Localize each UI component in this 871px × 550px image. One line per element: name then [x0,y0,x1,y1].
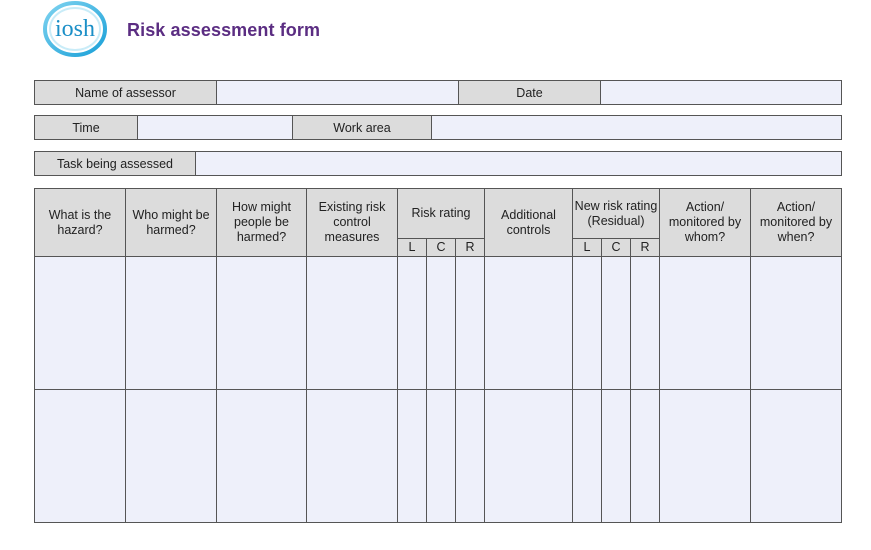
table-cell[interactable] [573,257,602,390]
page-title: Risk assessment form [127,20,321,40]
col-hazard: What is the hazard? [35,189,126,257]
col-existing: Existing risk control measures [307,189,398,257]
table-cell[interactable] [398,390,427,523]
table-cell[interactable] [456,390,485,523]
assessor-input[interactable] [217,81,459,104]
work-area-input[interactable] [432,116,841,139]
table-row [35,390,842,523]
table-cell[interactable] [427,257,456,390]
table-cell[interactable] [456,257,485,390]
new-risk-c: C [602,239,631,257]
table-cell[interactable] [398,257,427,390]
time-workarea-row [34,115,842,140]
table-cell[interactable] [751,257,842,390]
table-cell[interactable] [35,390,126,523]
table-cell[interactable] [631,390,660,523]
time-input[interactable] [138,116,293,139]
col-new-risk: New risk rating (Residual) [573,189,660,239]
work-area-label: Work area [293,116,432,139]
risk-c: C [427,239,456,257]
table-cell[interactable] [217,257,307,390]
task-row [34,151,842,176]
risk-table [34,188,842,523]
table-cell[interactable] [427,390,456,523]
table-cell[interactable] [485,257,573,390]
date-input[interactable] [601,81,841,104]
risk-l: L [398,239,427,257]
date-label: Date [459,81,601,104]
logo-text: iosh [54,16,96,42]
col-action-when: Action/ monitored by when? [751,189,842,257]
time-label: Time [35,116,138,139]
table-cell[interactable] [602,257,631,390]
table-cell[interactable] [602,390,631,523]
table-cell[interactable] [631,257,660,390]
table-cell[interactable] [126,390,217,523]
assessor-label: Name of assessor [35,81,217,104]
col-risk-rating: Risk rating [398,189,485,239]
table-row [35,257,842,390]
new-risk-r: R [631,239,660,257]
table-cell[interactable] [660,390,751,523]
table-cell[interactable] [307,390,398,523]
table-cell[interactable] [751,390,842,523]
table-cell[interactable] [35,257,126,390]
col-action-whom: Action/ monitored by whom? [660,189,751,257]
table-cell[interactable] [573,390,602,523]
col-additional: Additional controls [485,189,573,257]
table-cell[interactable] [217,390,307,523]
table-cell[interactable] [126,257,217,390]
table-cell[interactable] [307,257,398,390]
table-cell[interactable] [660,257,751,390]
assessor-date-row [34,80,842,105]
table-cell[interactable] [485,390,573,523]
task-label: Task being assessed [35,152,196,175]
col-how: How might people be harmed? [217,189,307,257]
new-risk-l: L [573,239,602,257]
task-input[interactable] [196,152,841,175]
col-who: Who might be harmed? [126,189,217,257]
iosh-logo [40,0,110,58]
risk-r: R [456,239,485,257]
